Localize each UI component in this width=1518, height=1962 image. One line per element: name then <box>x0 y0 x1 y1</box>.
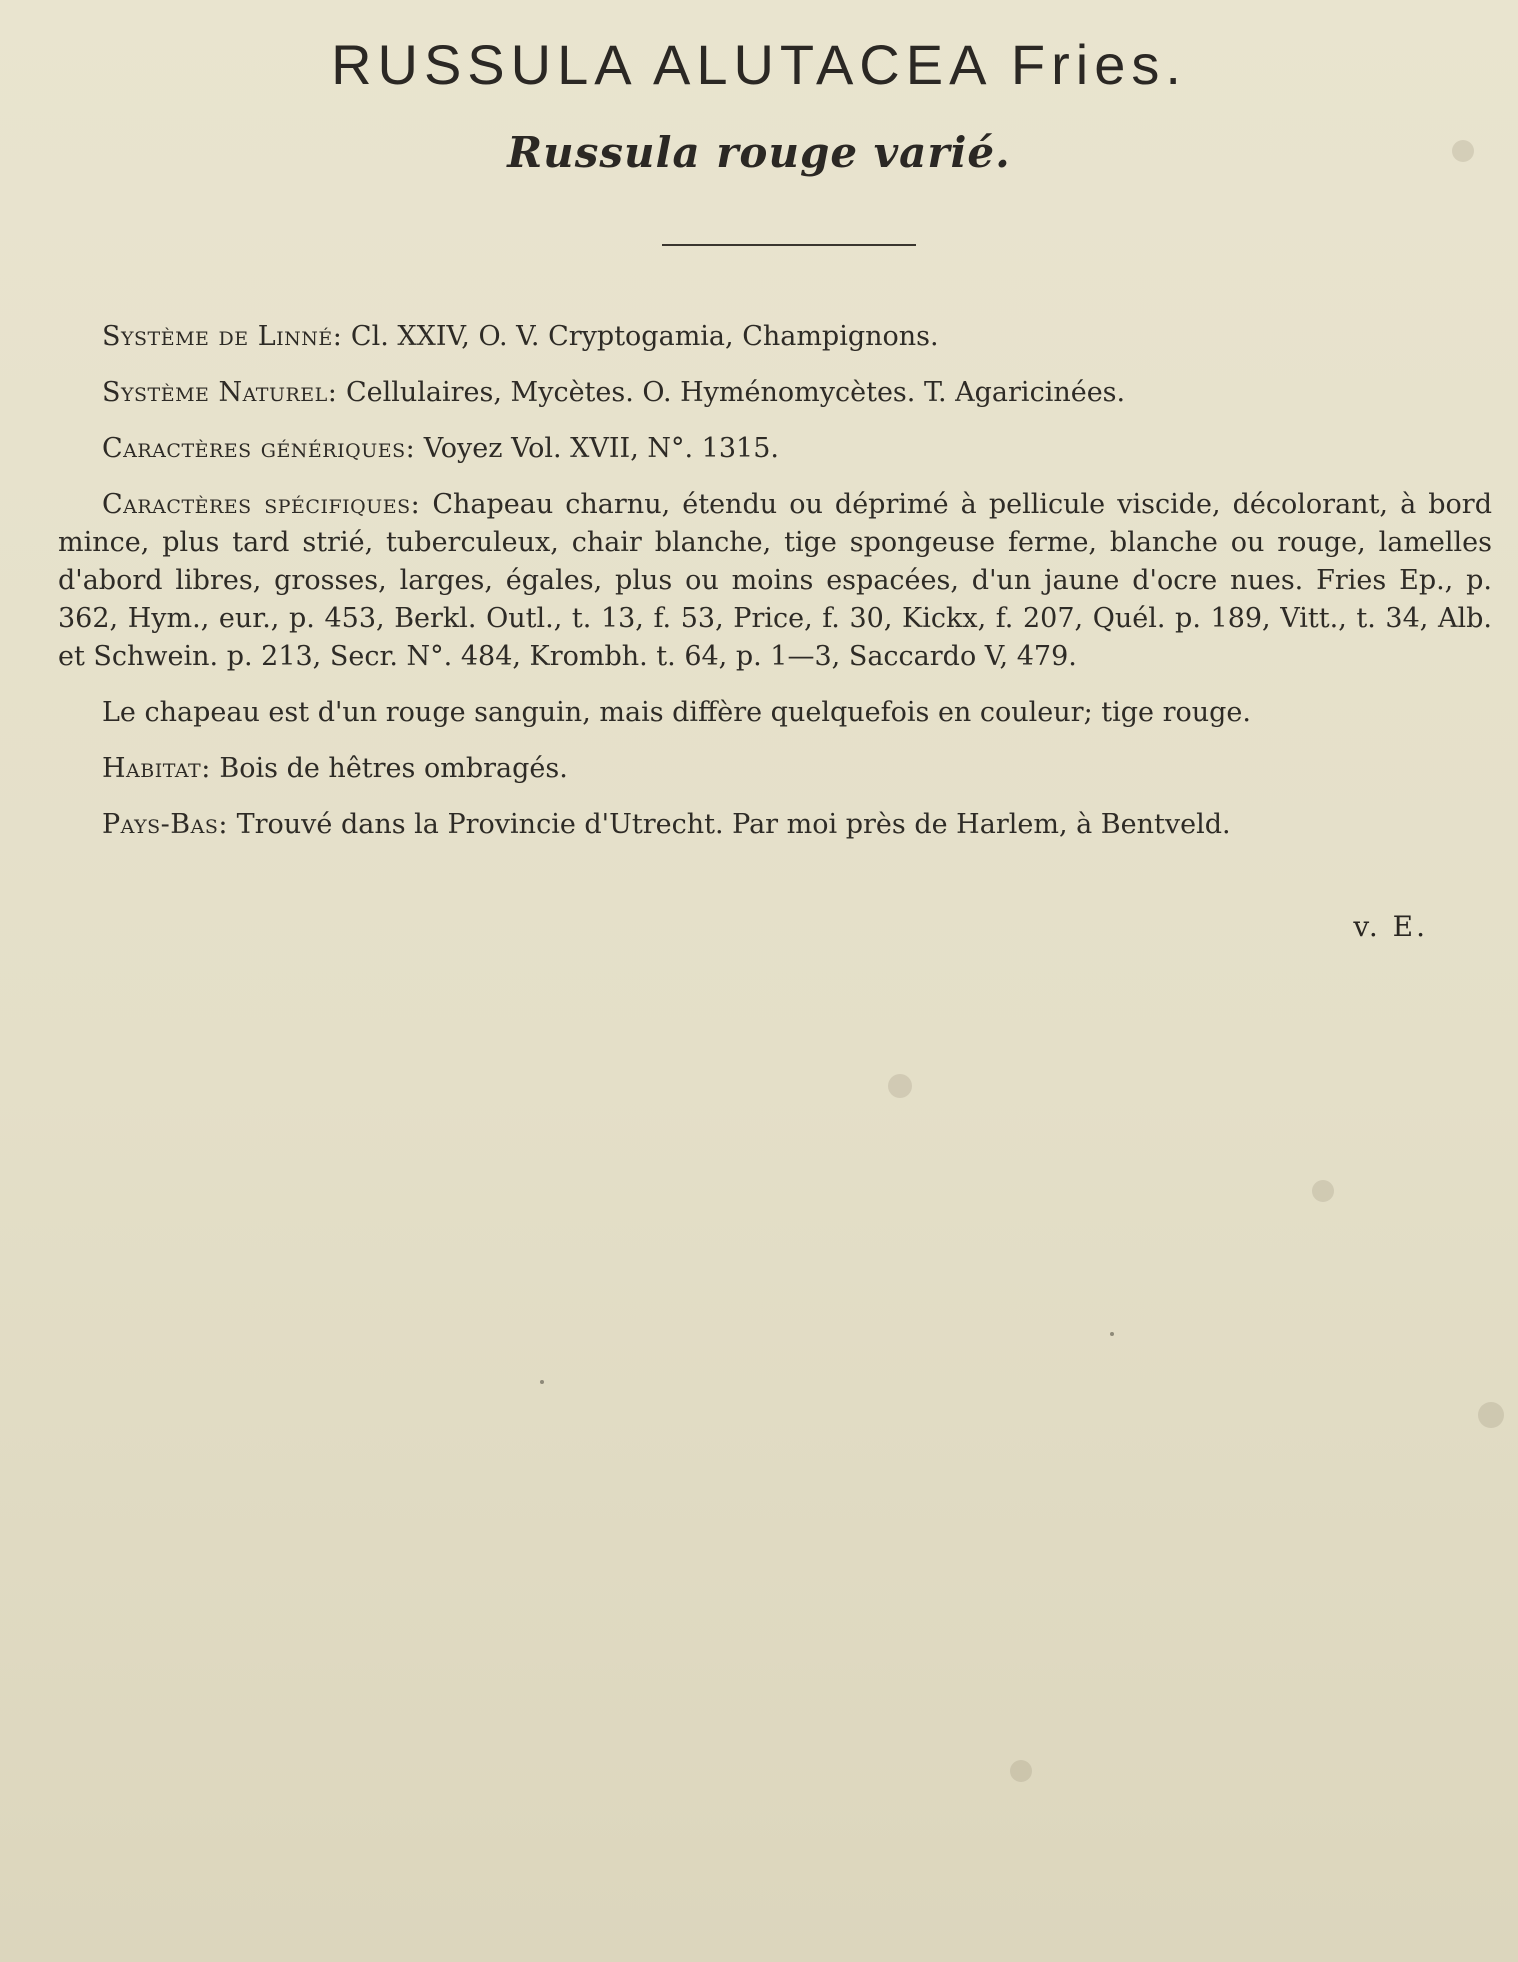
habitat-paragraph <box>58 750 1492 788</box>
title-divider <box>662 244 916 246</box>
linne-paragraph <box>58 318 1492 356</box>
specifiques-text: Chapeau charnu, étendu ou déprimé à pellicule viscide, décolorant, à bord mince, plus tard strié, tuberculeux, chair blanche, tige spongeuse ferme, blanche ou rouge, lamelles d'abord libres, grosses, larges, égales, plus ou moins espacées, d'un jaune d'ocre nues. Fries Ep., p. 362, Hym., eur., p. 453, Berkl. Outl., t. 13, f. 53, Price, f. 30, Kickx, f. 207, Quél. p. 189, Vitt., t. 34, Alb. et Schwein. p. 213, Secr. N°. 484, Krombh. t. 64, p. 1—3, Saccardo V, 479. <box>58 489 1492 672</box>
generiques-text: Voyez Vol. XVII, N°. 1315. <box>415 433 779 464</box>
paper-spot <box>888 1074 912 1098</box>
paper-spot <box>1110 1332 1114 1336</box>
paysbas-text: Trouvé dans la Provincie d'Utrecht. Par moi près de Harlem, à Bentveld. <box>227 809 1231 840</box>
paper-spot <box>1452 140 1474 162</box>
paper-spot <box>1010 1760 1032 1782</box>
linne-label: Système de Linné: <box>102 321 343 352</box>
author-signature: v. E. <box>1353 910 1428 943</box>
paysbas-paragraph <box>58 806 1492 844</box>
paper-spot <box>1312 1180 1334 1202</box>
page-subtitle: Russula rouge varié. <box>507 128 1011 177</box>
page-title: RUSSULA ALUTACEA Fries. <box>331 33 1187 96</box>
naturel-paragraph <box>58 374 1492 412</box>
naturel-label: Système Naturel: <box>102 377 338 408</box>
specifiques-paragraph <box>58 486 1492 676</box>
paper-spot <box>1478 1402 1504 1428</box>
paysbas-label: Pays-Bas: <box>102 809 228 840</box>
description-body <box>58 318 1492 862</box>
generiques-paragraph <box>58 430 1492 468</box>
naturel-text: Cellulaires, Mycètes. O. Hyménomycètes. T. Agaricinées. <box>337 377 1126 408</box>
generiques-label: Caractères génériques: <box>102 433 416 464</box>
habitat-label: Habitat: <box>102 753 211 784</box>
chapeau-paragraph: Le chapeau est d'un rouge sanguin, mais diffère quelquefois en couleur; tige rouge. <box>102 697 1251 728</box>
paper-spot <box>540 1380 544 1384</box>
habitat-text: Bois de hêtres ombragés. <box>210 753 568 784</box>
specifiques-label: Caractères spécifiques: <box>102 489 421 520</box>
linne-text: Cl. XXIV, O. V. Cryptogamia, Champignons. <box>342 321 939 352</box>
